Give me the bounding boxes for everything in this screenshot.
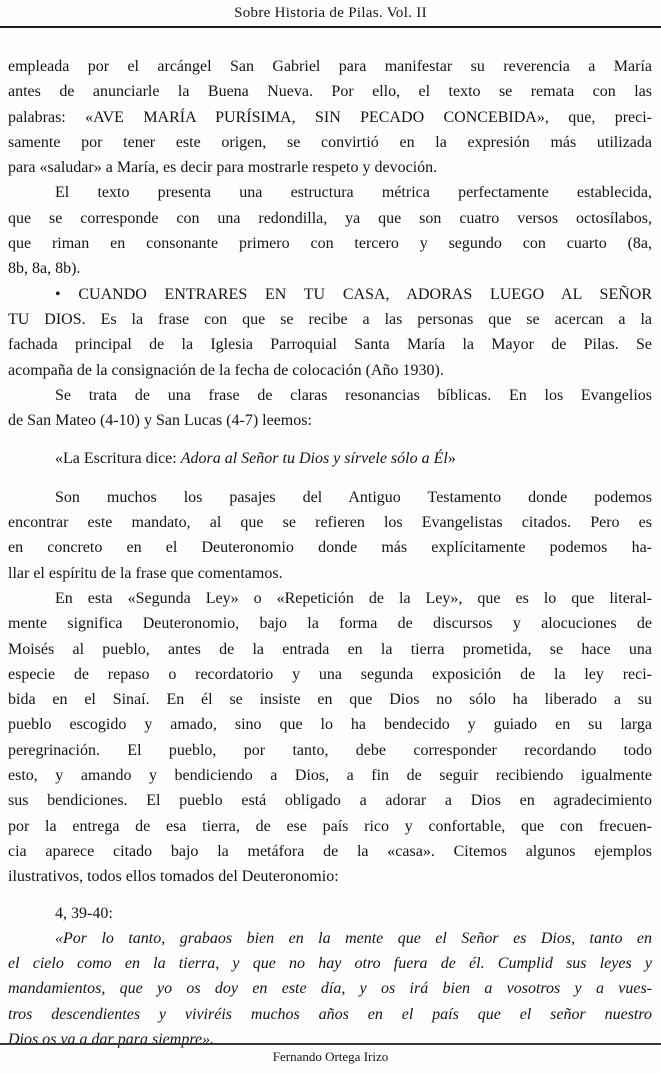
paragraph [8,383,652,434]
text-segment: por la entrega de esa tierra, de ese país rico y confortable, que con frecuen- [8,817,652,835]
text-segment: encontrar este mandato, al que se refieren los Evangelistas citados. Pero es [8,514,652,532]
text-segment: esto, y amando y bendiciendo a Dios, a fin de seguir recibiendo igualmente [8,767,652,785]
text-line [8,561,652,586]
text-segment: El texto presenta una estructura métrica perfectamente establecida, [55,184,652,202]
italic-text: tros descendientes y viviréis muchos años en el país que el señor nuestro [8,1005,652,1023]
paragraph [8,485,652,586]
text-line [8,637,652,662]
italic-text: «Por lo tanto, grabaos bien en la mente que el Señor es Dios, tanto en [55,929,652,947]
text-line [8,712,652,737]
text-segment: llar el espíritu de la frase que comentamos. [8,564,283,582]
italic-text: Dios os va a dar para siempre». [8,1030,215,1048]
text-segment: especie de repaso o recordatorio y una segunda exposición de la ley reci- [8,665,652,683]
text-segment: en concreto en el Deuteronomio donde más explícitamente podemos ha- [8,539,652,557]
text-line [8,105,652,130]
text-line [8,282,652,307]
text-line [8,611,652,636]
text-line [8,79,652,104]
text-segment: mente significa Deuteronomio, bajo la forma de discursos y alocuciones de [8,615,652,633]
text-segment: sus bendiciones. El pueblo está obligado a adorar a Dios en agradecimiento [8,792,652,810]
italic-text: el cielo como en la tierra, y que no hay otro fuera de él. Cumplid sus leyes y [8,955,652,973]
text-line [8,864,652,889]
footer-author: Fernando Ortega Irizo [272,1049,389,1064]
text-line [8,485,652,510]
text-segment: En esta «Segunda Ley» o «Repetición de la Ley», que es lo que literal- [55,589,652,607]
text-segment: pueblo escogido y amado, sino que lo ha bendecido y guiado en su larga [8,716,652,734]
text-segment: antes de anunciarle la Buena Nueva. Por ello, el texto se remata con las [8,83,652,101]
italic-text: mandamientos, que yo os doy en este día, y os irá bien a vosotros y a vues- [8,980,652,998]
paragraph [8,54,652,180]
text-line [8,738,652,763]
text-line [8,976,652,1001]
text-line [8,535,652,560]
paragraph [8,180,652,281]
text-line [8,901,652,926]
text-segment: Moisés al pueblo, antes de la entrada en la tierra prometida, se hace una [8,640,652,658]
label [8,901,652,926]
text-segment: «La Escritura dice: [55,450,181,468]
text-segment: samente por tener este origen, se convirtió en la expresión más utilizada [8,133,652,151]
italic-text: Adora al Señor tu Dios y sírvele sólo a Él [180,450,448,468]
text-segment: Se trata de una frase de claras resonancias bíblicas. En los Evangelios [55,386,652,404]
text-line [8,383,652,408]
text-line [8,926,652,951]
text-segment: 4, 39-40: [55,904,113,922]
text-line [8,307,652,332]
text-segment: para «saludar» a María, es decir para mostrarle respeto y devoción. [8,159,438,177]
text-line [8,408,652,433]
text-line [8,586,652,611]
text-line [8,231,652,256]
text-line [8,180,652,205]
text-line [8,763,652,788]
text-segment: empleada por el arcángel San Gabriel para manifestar su reverencia a María [8,58,652,75]
text-segment: bida en el Sinaí. En él se insiste en que Dios no sólo ha liberado a su [8,691,652,709]
text-line [8,54,652,79]
quote [8,446,652,471]
text-line [8,814,652,839]
text-line [8,155,652,180]
text-segment: Son muchos los pasajes del Antiguo Testamento donde podemos [55,488,652,506]
text-segment: acompaña de la consignación de la fecha de colocación (Año 1930). [8,361,444,379]
text-segment: • CUANDO ENTRARES EN TU CASA, ADORAS LUEGO AL SEÑOR [55,285,652,303]
page-body [0,28,661,1052]
paragraph [8,282,652,383]
text-segment: de San Mateo (4-10) y San Lucas (4-7) leemos: [8,412,312,430]
text-line [8,687,652,712]
paragraph [8,926,652,1052]
text-segment: peregrinación. El pueblo, por tanto, debe corresponder recordando todo [8,741,652,759]
text-segment: palabras: «AVE MARÍA PURÍSIMA, SIN PECADO CONCEBIDA», que, preci- [8,108,652,126]
text-segment: que se corresponde con una redondilla, ya que son cuatro versos octosílabos, [8,209,652,227]
text-line [8,510,652,535]
text-line [8,839,652,864]
text-line [8,951,652,976]
text-line [8,332,652,357]
text-segment: cia aparece citado bajo la metáfora de la «casa». Citemos algunos ejemplos [8,842,652,860]
text-segment: ilustrativos, todos ellos tomados del Deuteronomio: [8,868,339,886]
text-line [8,446,652,471]
text-line [8,788,652,813]
text-segment: 8b, 8a, 8b). [8,260,81,278]
text-segment: fachada principal de la Iglesia Parroquial Santa María la Mayor de Pilas. Se [8,336,652,354]
text-segment: » [447,450,456,468]
footer-rule [0,1043,661,1045]
text-line [8,1002,652,1027]
text-line [8,256,652,281]
text-line [8,206,652,231]
paragraph [8,586,652,890]
text-segment: que riman en consonante primero con tercero y segundo con cuarto (8a, [8,235,652,253]
text-line [8,358,652,383]
page-title: Sobre Historia de Pilas. Vol. II [234,5,427,21]
text-line [8,130,652,155]
text-line [8,662,652,687]
text-segment: TU DIOS. Es la frase con que se recibe a las personas que se acercan a la [8,310,652,328]
